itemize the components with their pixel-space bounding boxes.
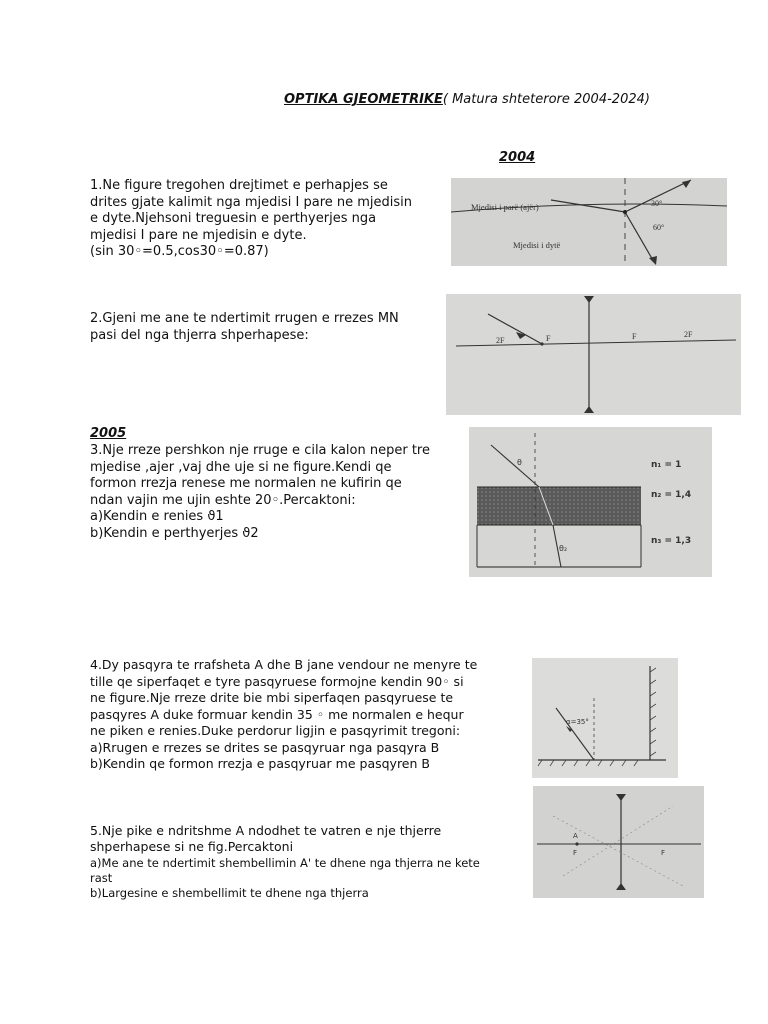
angle-60-label: 60° [653, 223, 665, 232]
question-5-line-4: b)Largesine e shembellimit te dhene nga thjerra [90, 886, 369, 900]
theta2-label: θ₂ [559, 544, 568, 553]
theta1-label: θ [517, 458, 522, 467]
angle-30-label: 30° [651, 199, 663, 208]
title-main: OPTIKA GJEOMETRIKE [284, 92, 443, 107]
page-title [284, 92, 650, 107]
figure-two-mirrors [532, 658, 678, 778]
question-4-text: 4.Dy pasqyra te rrafsheta A dhe B jane vendour ne menyre te tille qe siperfaqet e tyre pasqyruese formojne kendin 90◦ si ne figure.Nje rreze drite bie mbi siperfaqen pasqyruese te pasqyres A duke formuar kendin 35 ◦ me normalen e hequr ne piken e renies.Duke perdorur ligjin e pasqyrimit tregoni: a)Rrugen e rrezes se drites se pasqyruar nga pasqyra B b)Kendin qe formon rrezja e pasqyruar me pasqyren B [90, 657, 478, 771]
medium2-label: Mjedisi i dytë [513, 240, 561, 250]
section-year-2005: 2005 [90, 426, 127, 441]
question-1-text: 1.Ne figure tregohen drejtimet e perhapjes se drites gjate kalimit nga mjedisi I pare ne mjedisin e dyte.Njehsoni treguesin e perthyerjes nga mjedisi I pare ne mjedisin e dyte. (sin 30◦=0.5,cos30◦=0.87) [90, 178, 413, 259]
n2-label: n₂ = 1,4 [651, 490, 692, 500]
right-2f-label: 2F [684, 330, 693, 339]
left-2f-label: 2F [496, 336, 505, 345]
title-sub: ( Matura shteterore 2004-2024) [442, 92, 650, 107]
medium1-label: Mjedisi i parë (ajër) [471, 202, 539, 212]
section-year-2004: 2004 [499, 150, 536, 165]
left-f-label: F [546, 334, 551, 343]
right-focus-label: F [661, 849, 666, 857]
figure-three-media [469, 427, 712, 577]
n1-label: n₁ = 1 [651, 460, 682, 470]
question-3-text: 3.Nje rreze pershkon nje rruge e cila kalon neper tre mjedise ,ajer ,vaj dhe uje si ne figure.Kendi qe formon rrezja renese me normalen ne kufirin qe ndan vajin me ujin eshte 20◦.Percaktoni: a)Kendin e renies ϑ1 b)Kendin e perthyerjes ϑ2 [90, 443, 430, 541]
question-5-line-1: 5.Nje pike e ndritshme A ndodhet te vatren e nje thjerre [90, 823, 442, 838]
left-focus-label: F [573, 849, 578, 857]
mirror-angle-label: α=35° [566, 718, 589, 726]
question-5-line-3: a)Me ane te ndertimit shembellimin A' te dhene nga thjerra ne kete rast [90, 856, 480, 885]
right-f-label: F [632, 332, 637, 341]
question-2-text: 2.Gjeni me ane te ndertimit rrugen e rrezes MN pasi del nga thjerra shperhapese: [90, 311, 399, 343]
figure-refraction [451, 178, 727, 266]
question-5-line-2: shperhapese si ne fig.Percaktoni [90, 839, 294, 854]
figure-lens-point-source [533, 786, 704, 898]
figure-diverging-lens [446, 294, 741, 415]
point-a-label: A [573, 832, 578, 840]
n3-label: n₃ = 1,3 [651, 536, 692, 546]
